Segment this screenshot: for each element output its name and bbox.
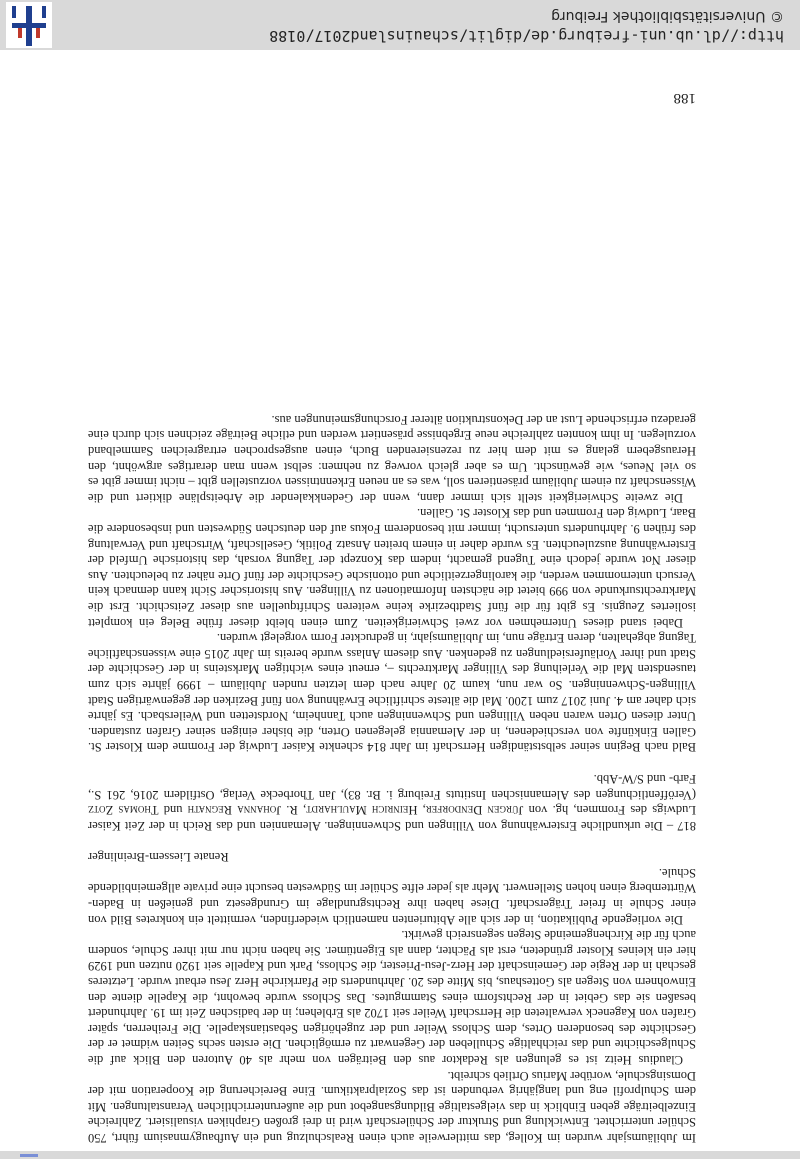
citation-title-a: 817 – Die urkundliche Ersterwähnung von Villingen und Schwenningen. Alemannien und das Reich in der Zeit Kaiser Ludwigs des Frommen, hg. von: [88, 803, 696, 833]
page-number: 188: [673, 90, 696, 106]
paragraph: Im Jubiläumsjahr wurden im Kolleg, das mittlerweile auch einen Realschulzug und ein Aufbaugymnasium führt, 750 Schüler unterrichtet. Entwicklung und Struktur der Schülerschaft wird in drei großen Graphiken visualisiert. Zahlreiche Einzelbeiträge geben Einblick in das vielgestaltige Bildungsangebot und die außerunterrichtlichen Veranstaltungen. Mit dem Schulprofil eng und langjährig verbunden ist das Sozialpraktikum. Eine Bereicherung die Kooperation mit der Domsingschule, worüber Marius Ortlieb schreibt.: [88, 1068, 696, 1145]
reviewer-signature: [88, 849, 696, 865]
citation-editor-last: Thomas Zotz: [87, 803, 159, 818]
citation-editors: Jürgen Dendorfer, Heinrich Maulhardt, R. Johanna Regnath: [187, 803, 524, 818]
paragraph: Dabei stand dieses Unternehmen vor zwei Schwierigkeiten. Zum einen bleibt dieser frühe Beleg ein komplett isoliertes Zeugnis. Es gibt für die fünf Stadtbezirke keine weiteren Schriftquellen aus dieser Zeitschicht. Erst die Marktrechtsurkunde von 999 bietet die nächsten Informationen zu Villingen. Aus historischer Sicht kann demnach kein Versuch unternommen werden, die karolingerzeitliche und ottonische Geschichte der fünf Orte näher zu beleuchten. Aus dieser Not wurde jedoch eine Tugend gemacht, indem das Konzept der Tagung vorsah, das historische Umfeld der Ersterwähnung auszuleuchten. Es wurde daher in einem breiten Ansatz Politik, Gesellschaft, Wirtschaft und Verwaltung des frühen 9. Jahrhunderts untersucht, immer mit besonderem Fokus auf den deutschen Südwesten und insbesondere die Baar, Ludwig den Frommen und das Kloster St. Gallen.: [88, 506, 696, 630]
book-citation: [88, 770, 696, 832]
viewer-footer: [0, 0, 800, 50]
scroll-indicator[interactable]: [20, 1154, 38, 1157]
paragraph: Die zweite Schwierigkeit stellt sich immer dann, wenn der Gedenkkalender die Arbeitspläne diktiert und die Wissenschaft zu einem Jubiläum präsentieren soll, was es an neuen Erkenntnissen vorzustellen gibt – nicht immer gibt es so viel Neues, wie gewünscht. Um es aber gleich vorweg zu nehmen: selbst wenn man derartiges argwöhnt, den Herausgebern gelang es mit dem hier zu rezensierenden Buch, einen ausgesprochen ertragreichen Sammelband vorzulegen. In ihm konnten zahlreiche neue Ergebnisse präsentiert werden und etliche Beiträge zeichnen sich durch eine geradezu erfrischende Lust an der Dekonstruktion älterer Forschungsmeinungen aus.: [88, 412, 696, 505]
citation-title-b: (Veröffentlichungen des Alemannischen Instituts Freiburg i. Br. 83), Jan Thorbecke Verlag, Ostfildern 2016, 261 S., Farb- und S/W-Abb.: [88, 771, 696, 802]
ub-freiburg-logo-icon: [6, 2, 52, 48]
copyright-notice: © Universitätsbibliothek Freiburg: [551, 8, 784, 24]
paragraph: Claudius Heitz ist es gelungen als Redaktor aus den Beiträgen von mehr als 40 Autoren den Blick auf die Schulgeschichte und das reichhaltige Schulleben der Gegenwart zu ermöglichen. Die ersten sechs Seiten widmet er der Geschichte des besonderen Ortes, dem Schloss Weiler und der zugehörigen Sebastianskapelle. Die Freiherren, später Grafen von Kageneck verwalteten die Herrschaft Weiler seit 1702 als Erblehen; in der badischen Zeit im 19. Jahrhundert besaßen sie das Gebiet in der Rechtsform eines Stammgutes. Das Schloss wurde bewohnt, die Kapelle diente den Einwohnern von Stegen als Gotteshaus, bis Mitte des 20. Jahrhunderts die Pfarrkirche Herz Jesu erbaut wurde. Letzteres geschah in der Regie der Gemeinschaft der Herz-Jesu-Priester, die Schloss, Park und Kapelle seit 1920 nutzen und 1929 hier ein kleines Kloster gründeten, erst als Pächter, dann als Eigentümer. Sie haben nicht nur mit ihrer Schule, sondern auch für die Kirchengemeinde Stegen segensreich gewirkt.: [88, 928, 696, 1068]
citation-and: und: [158, 803, 188, 818]
page-text: [88, 411, 696, 1145]
reviewer-name: Renate Liessem-Breinlinger: [88, 850, 229, 865]
footer-text: [269, 6, 784, 46]
document-url-link[interactable]: http://dl.ub.uni-freiburg.de/diglit/schauinsland2017/0188: [269, 27, 784, 45]
paragraph: Bald nach Beginn seiner selbstständigen Herrschaft im Jahr 814 schenkte Kaiser Ludwig der Fromme dem Kloster St. Gallen Einkünfte von verschiedenen, in der Alemannia gelegenen Orten, die bisher einigen seiner Grafen zustanden. Unter diesen Orten waren neben Villingen und Schwenningen auch Tannheim, Nordstetten und Weilersbach. Es jährte sich daher am 4. Juni 2017 zum 1200. Mal die älteste schriftliche Erwähnung von fünf Bezirken der gegenwärtigen Stadt Villingen-Schwenningen. So war nun, kaum 20 Jahre nach dem letzten runden Jubiläum – 1999 jährte sich zum tausendsten Mal die Verleihung des Villinger Marktrechts –, erneut eines wichtigen Marksteins in der Geschichte der Stadt und ihrer Vorläufersiedlungen zu gedenken. Aus diesem Anlass wurde bereits im Jahr 2015 eine wissenschaftliche Tagung abgehalten, deren Erträge nun, im Jubiläumsjahr, in gedruckter Form vorgelegt wurden.: [88, 631, 696, 755]
viewer-top-strip: [0, 1151, 800, 1159]
paragraph: Die vorliegende Publikation, in der sich alle Abiturienten namentlich wiederfinden, vermittelt ein konkretes Bild von einer Schule in freier Trägerschaft. Diese haben ihre Rechtsgrundlage im Grundgesetz und genießen in Baden-Württemberg einen hohen Stellenwert. Mehr als jeder elfte Schüler im Südwesten besucht eine private allgemeinbildende Schule.: [88, 865, 696, 927]
